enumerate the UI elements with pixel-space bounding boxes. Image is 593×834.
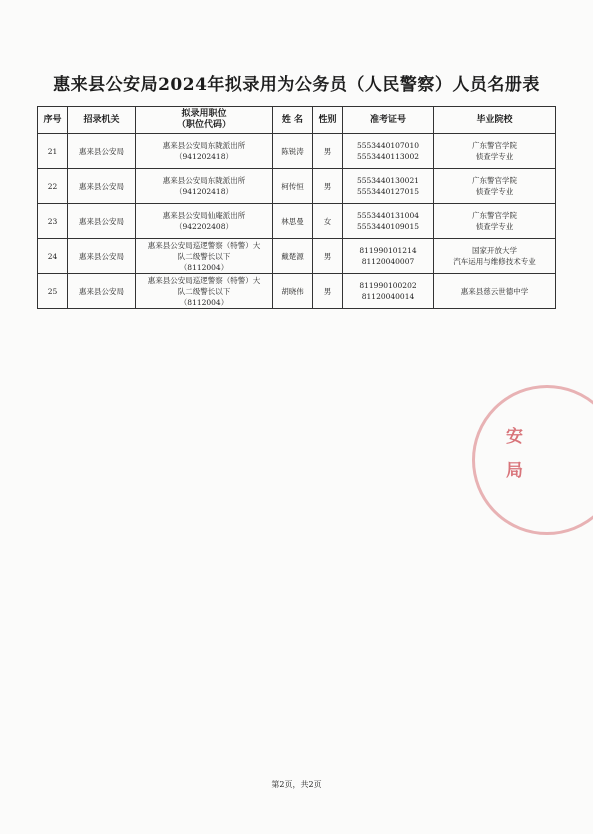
header-school: 毕业院校 bbox=[434, 107, 556, 134]
cell-school bbox=[434, 239, 556, 274]
position-line: 队二级警长以下 bbox=[177, 286, 231, 296]
table-row bbox=[38, 169, 556, 204]
cell-position bbox=[136, 169, 273, 204]
roster-table bbox=[37, 106, 556, 309]
cell-exam-no bbox=[343, 134, 434, 169]
cell-name: 陈锐涛 bbox=[273, 134, 313, 169]
cell-agency: 惠来县公安局 bbox=[68, 274, 136, 309]
table-row bbox=[38, 274, 556, 309]
exam-no-line: 5553440127015 bbox=[356, 187, 420, 196]
school-line: 惠来县慈云世德中学 bbox=[460, 286, 529, 296]
position-line: （8112004） bbox=[179, 262, 229, 272]
cell-exam-no bbox=[343, 204, 434, 239]
table-row bbox=[38, 134, 556, 169]
cell-school bbox=[434, 169, 556, 204]
cell-exam-no bbox=[343, 239, 434, 274]
cell-seq: 21 bbox=[38, 134, 68, 169]
school-line: 广东警官学院 bbox=[472, 211, 517, 220]
cell-position bbox=[136, 239, 273, 274]
cell-school bbox=[434, 274, 556, 309]
header-exam-no: 准考证号 bbox=[343, 107, 434, 134]
exam-no-line: 81120040007 bbox=[361, 257, 415, 266]
exam-no-line: 5553440109015 bbox=[356, 222, 420, 231]
position-line: 惠来县公安局仙庵派出所 bbox=[162, 211, 246, 220]
cell-exam-no bbox=[343, 169, 434, 204]
exam-no-line: 5553440113002 bbox=[356, 152, 420, 161]
cell-position bbox=[136, 134, 273, 169]
position-line: （8112004） bbox=[179, 297, 229, 307]
exam-no-line: 5553440130021 bbox=[356, 176, 420, 185]
header-name: 姓 名 bbox=[273, 107, 313, 134]
cell-seq: 24 bbox=[38, 239, 68, 274]
position-line: 惠来县公安局巡逻警察（特警）大 bbox=[147, 275, 261, 285]
cell-position bbox=[136, 274, 273, 309]
cell-agency: 惠来县公安局 bbox=[68, 204, 136, 239]
header-position bbox=[136, 107, 273, 134]
cell-gender: 男 bbox=[313, 274, 343, 309]
school-line: 广东警官学院 bbox=[472, 176, 517, 185]
table-row bbox=[38, 204, 556, 239]
position-line: 队二级警长以下 bbox=[177, 251, 231, 261]
position-line: （942202408） bbox=[175, 222, 233, 231]
exam-no-line: 5553440107010 bbox=[356, 141, 420, 150]
cell-name: 戴楚源 bbox=[273, 239, 313, 274]
cell-school bbox=[434, 134, 556, 169]
exam-no-line: 811990101214 bbox=[359, 246, 417, 255]
table-row bbox=[38, 239, 556, 274]
seal-char: 局 bbox=[506, 461, 523, 481]
cell-seq: 23 bbox=[38, 204, 68, 239]
header-agency: 招录机关 bbox=[68, 107, 136, 134]
cell-agency: 惠来县公安局 bbox=[68, 239, 136, 274]
page-title: 惠来县公安局2024年拟录用为公务员（人民警察）人员名册表 bbox=[53, 75, 540, 95]
seal-char: 安 bbox=[506, 427, 523, 447]
cell-school bbox=[434, 204, 556, 239]
position-line: 惠来县公安局东陇派出所 bbox=[162, 141, 246, 150]
page-number: 第2页，共2页 bbox=[271, 780, 322, 789]
cell-name: 柯传恒 bbox=[273, 169, 313, 204]
header-seq: 序号 bbox=[38, 107, 68, 134]
school-line: 广东警官学院 bbox=[472, 141, 517, 150]
position-line: （941202418） bbox=[175, 152, 233, 161]
cell-agency: 惠来县公安局 bbox=[68, 134, 136, 169]
cell-gender: 男 bbox=[313, 239, 343, 274]
cell-seq: 22 bbox=[38, 169, 68, 204]
header-row bbox=[38, 107, 556, 134]
position-line: （941202418） bbox=[175, 187, 233, 196]
school-line: 汽车运用与维修技术专业 bbox=[453, 257, 536, 266]
exam-no-line: 81120040014 bbox=[361, 292, 415, 301]
cell-exam-no bbox=[343, 274, 434, 309]
school-line: 侦查学专业 bbox=[475, 152, 514, 161]
cell-gender: 男 bbox=[313, 134, 343, 169]
header-position-line1: 拟录用职位 bbox=[181, 109, 227, 119]
position-line: 惠来县公安局巡逻警察（特警）大 bbox=[147, 240, 261, 250]
seal-text bbox=[506, 420, 523, 488]
school-line: 侦查学专业 bbox=[475, 187, 514, 196]
cell-agency: 惠来县公安局 bbox=[68, 169, 136, 204]
position-line: 惠来县公安局东陇派出所 bbox=[162, 176, 246, 185]
header-gender: 性别 bbox=[313, 107, 343, 134]
exam-no-line: 5553440131004 bbox=[356, 211, 420, 220]
school-line: 国家开放大学 bbox=[472, 246, 517, 255]
cell-name: 林思曼 bbox=[273, 204, 313, 239]
cell-gender: 男 bbox=[313, 169, 343, 204]
cell-seq: 25 bbox=[38, 274, 68, 309]
header-position-line2: （职位代码） bbox=[176, 120, 231, 130]
cell-position bbox=[136, 204, 273, 239]
cell-name: 胡晓伟 bbox=[273, 274, 313, 309]
school-line: 侦查学专业 bbox=[475, 222, 514, 231]
cell-gender: 女 bbox=[313, 204, 343, 239]
official-seal bbox=[472, 385, 593, 535]
exam-no-line: 811990100202 bbox=[359, 281, 417, 290]
